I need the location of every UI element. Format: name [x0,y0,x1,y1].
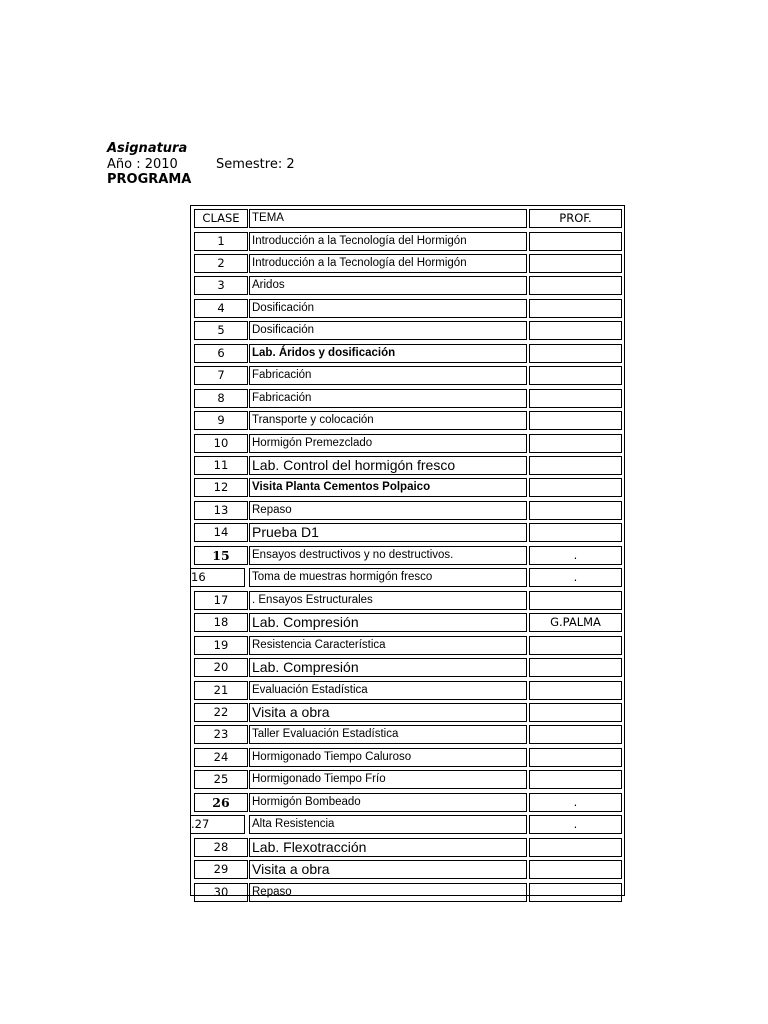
clase-cell: 8 [194,389,248,408]
tema-cell: Toma de muestras hormigón fresco [249,568,527,587]
prof-cell [529,478,622,497]
clase-cell: 7 [194,366,248,385]
tema-cell: Visita Planta Cementos Polpaico [249,478,527,497]
clase-cell: 28 [194,838,248,857]
prof-cell [529,658,622,677]
clase-cell: 19 [194,636,248,655]
tema-cell: Lab. Compresión [249,613,527,632]
prof-cell [529,703,622,722]
year-label: Año : 2010 [107,157,178,172]
clase-cell: 23 [194,725,248,744]
prof-cell [529,411,622,430]
clase-cell: 9 [194,411,248,430]
tema-cell: Repaso [249,883,527,902]
tema-cell: Hormigón Bombeado [249,793,527,812]
prof-cell: . [529,793,622,812]
clase-cell: 26 [194,793,248,812]
clase-cell: 5 [194,321,248,340]
prof-cell [529,344,622,363]
tema-cell: Hormigón Premezclado [249,434,527,453]
tema-cell: Aridos [249,276,527,295]
clase-cell: 15 [194,546,248,565]
tema-cell: Fabricación [249,389,527,408]
prof-cell [529,523,622,542]
prof-cell: G.PALMA [529,613,622,632]
clase-cell: 20 [194,658,248,677]
prof-cell [529,883,622,902]
tema-cell: Ensayos destructivos y no destructivos. [249,546,527,565]
prof-cell [529,366,622,385]
tema-cell: Hormigonado Tiempo Caluroso [249,748,527,767]
clase-cell: .27 [191,815,245,834]
prof-cell [529,389,622,408]
tema-cell: Prueba D1 [249,523,527,542]
clase-cell: 21 [194,681,248,700]
prof-cell [529,636,622,655]
prof-cell [529,770,622,789]
prof-cell [529,456,622,475]
tema-cell: Lab. Flexotracción [249,838,527,857]
prof-cell [529,591,622,610]
prof-cell [529,681,622,700]
tema-cell: Dosificación [249,299,527,318]
tema-cell: Hormigonado Tiempo Frío [249,770,527,789]
prof-cell [529,860,622,879]
column-header-clase: CLASE [194,209,248,228]
tema-cell: Repaso [249,501,527,520]
subject-heading: Asignatura [107,141,188,156]
program-table [190,205,625,899]
clase-cell: 13 [194,501,248,520]
tema-cell: Evaluación Estadística [249,681,527,700]
clase-cell: 14 [194,523,248,542]
prof-cell [529,321,622,340]
clase-cell: 25 [194,770,248,789]
column-header-prof: PROF. [529,209,622,228]
clase-cell: 17 [194,591,248,610]
tema-cell: Lab. Control del hormigón fresco [249,456,527,475]
clase-cell: 6 [194,344,248,363]
prof-cell: . [529,568,622,587]
clase-cell: 24 [194,748,248,767]
clase-cell: 12 [194,478,248,497]
clase-cell: 2 [194,254,248,273]
clase-cell: 1 [194,232,248,251]
tema-cell: Dosificación [249,321,527,340]
clase-cell: 10 [194,434,248,453]
tema-cell: Lab. Áridos y dosificación [249,344,527,363]
prof-cell [529,232,622,251]
clase-cell: 29 [194,860,248,879]
prof-cell [529,838,622,857]
prof-cell [529,434,622,453]
semester-label: Semestre: 2 [216,157,295,172]
tema-cell: Visita a obra [249,860,527,879]
clase-cell: 4 [194,299,248,318]
clase-cell: 3 [194,276,248,295]
prof-cell [529,299,622,318]
clase-cell: 11 [194,456,248,475]
tema-cell: Transporte y colocación [249,411,527,430]
tema-cell: Visita a obra [249,703,527,722]
clase-cell: 18 [194,613,248,632]
clase-cell: 30 [194,883,248,902]
prof-cell: . [529,815,622,834]
tema-cell: . Ensayos Estructurales [249,591,527,610]
tema-cell: Alta Resistencia [249,815,527,834]
prof-cell [529,725,622,744]
prof-cell [529,254,622,273]
clase-cell: 22 [194,703,248,722]
prof-cell [529,501,622,520]
column-header-tema: TEMA [249,209,527,228]
prof-cell [529,748,622,767]
tema-cell: Taller Evaluación Estadística [249,725,527,744]
prof-cell [529,276,622,295]
program-heading: PROGRAMA [107,172,192,187]
tema-cell: Introducción a la Tecnología del Hormigón [249,254,527,273]
tema-cell: Fabricación [249,366,527,385]
prof-cell: . [529,546,622,565]
tema-cell: Lab. Compresión [249,658,527,677]
tema-cell: Resistencia Característica [249,636,527,655]
clase-cell: 16 [191,568,245,587]
tema-cell: Introducción a la Tecnología del Hormigón [249,232,527,251]
